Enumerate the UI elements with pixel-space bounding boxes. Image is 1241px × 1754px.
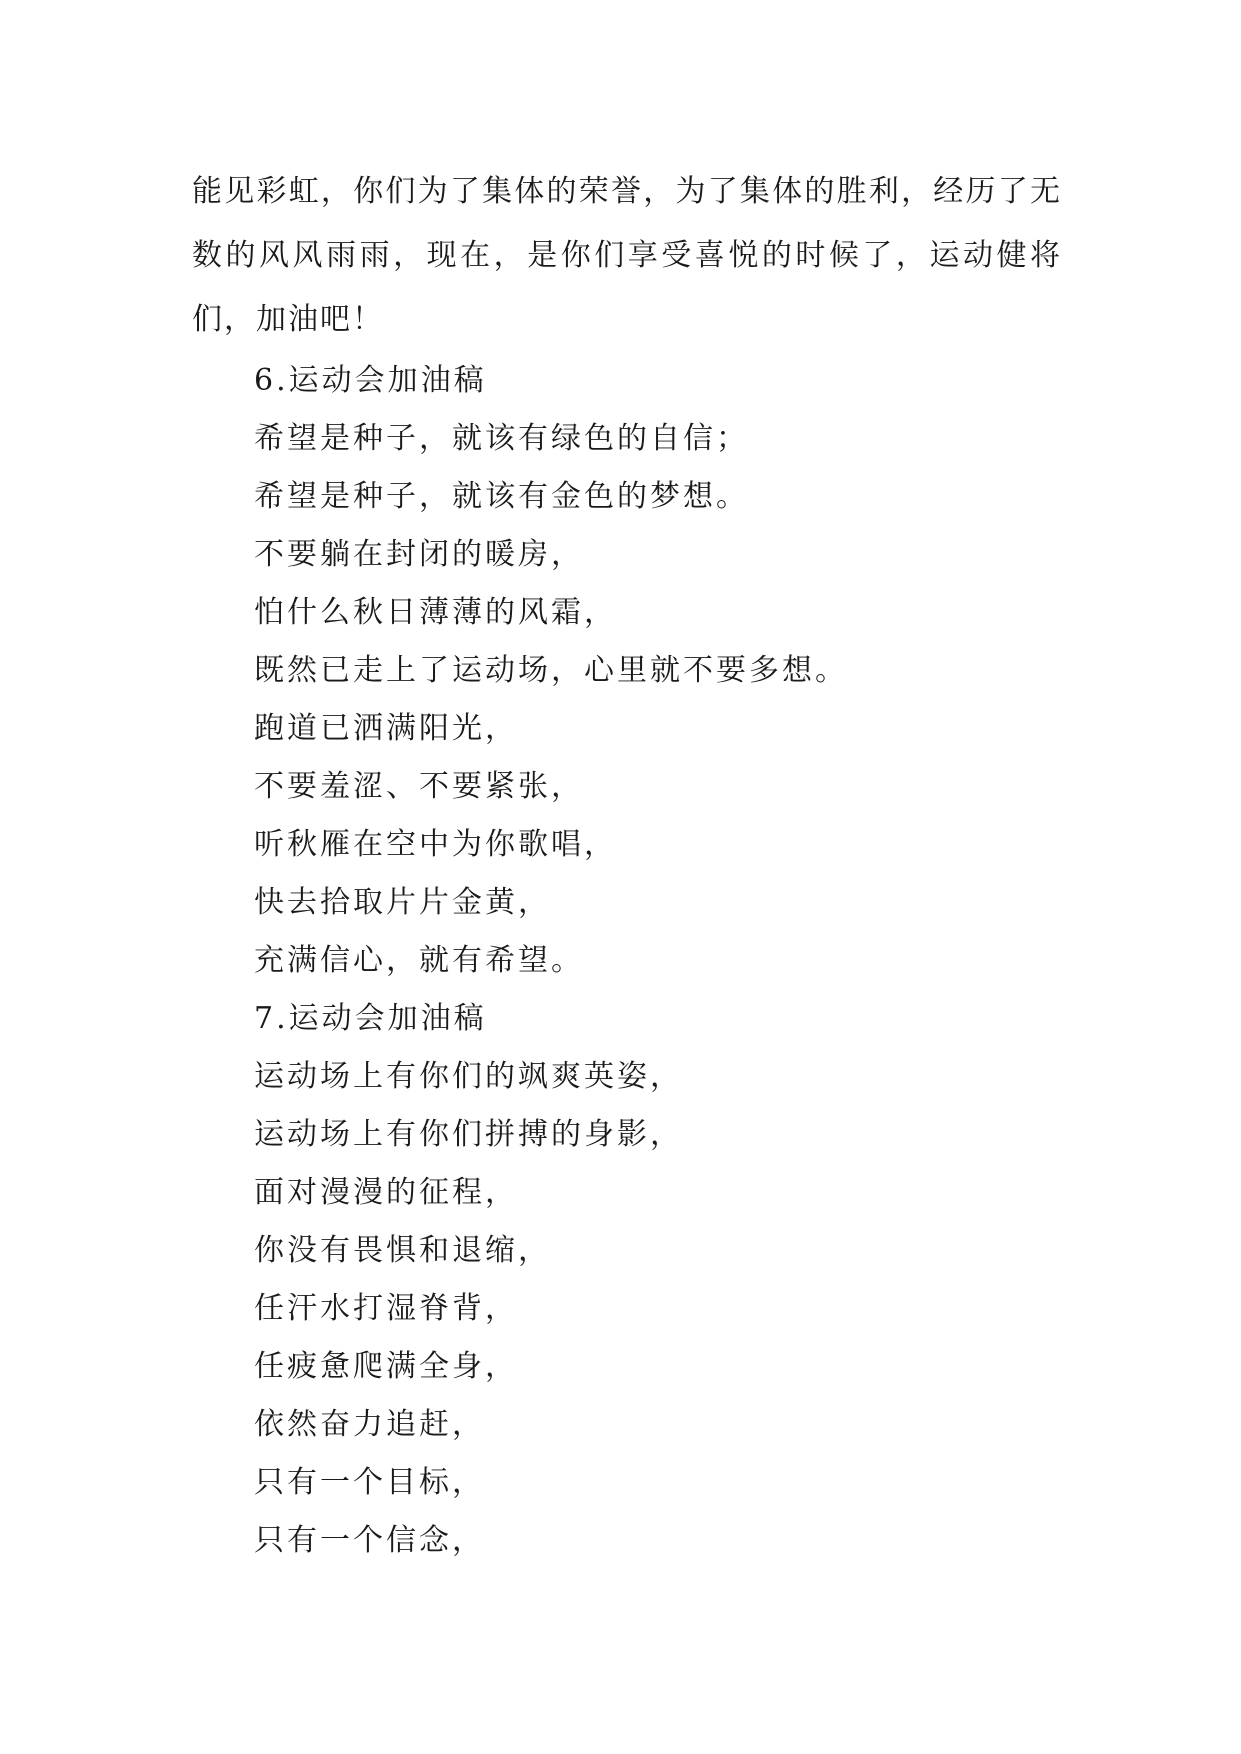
text-line: 不要躺在封闭的暖房， bbox=[254, 537, 584, 572]
text-line: 充满信心，就有希望。 bbox=[254, 943, 584, 978]
text-line: 跑道已洒满阳光， bbox=[254, 711, 518, 746]
text-line: 只有一个信念， bbox=[254, 1523, 485, 1558]
text-line: 只有一个目标， bbox=[254, 1465, 485, 1500]
poem-lines bbox=[192, 352, 1062, 1570]
text-line: 你没有畏惧和退缩， bbox=[254, 1233, 551, 1268]
text-line: 既然已走上了运动场，心里就不要多想。 bbox=[254, 653, 848, 688]
text-line: 希望是种子，就该有绿色的自信； bbox=[254, 421, 749, 456]
text-line: 任疲惫爬满全身， bbox=[254, 1349, 518, 1384]
text-line: 快去拾取片片金黄， bbox=[254, 885, 551, 920]
intro-paragraph: 能见彩虹，你们为了集体的荣誉，为了集体的胜利，经历了无数的风风雨雨，现在，是你们享受喜悦的时候了，运动健将们，加油吧！ bbox=[192, 174, 1062, 337]
text-line: 任汗水打湿脊背， bbox=[254, 1291, 518, 1326]
text-line: 怕什么秋日薄薄的风霜， bbox=[254, 595, 617, 630]
text-line: 面对漫漫的征程， bbox=[254, 1175, 518, 1210]
text-line: 运动场上有你们的飒爽英姿， bbox=[254, 1059, 683, 1094]
text-line: 希望是种子，就该有金色的梦想。 bbox=[254, 479, 749, 514]
text-line: 运动场上有你们拼搏的身影， bbox=[254, 1117, 683, 1152]
document-body bbox=[192, 160, 1062, 1570]
text-line: 依然奋力追赶， bbox=[254, 1407, 485, 1442]
section-heading-7: 7.运动会加油稿 bbox=[254, 1001, 487, 1036]
text-line: 听秋雁在空中为你歌唱， bbox=[254, 827, 617, 862]
section-heading-6: 6.运动会加油稿 bbox=[254, 363, 487, 398]
text-line: 不要羞涩、不要紧张， bbox=[254, 769, 584, 804]
